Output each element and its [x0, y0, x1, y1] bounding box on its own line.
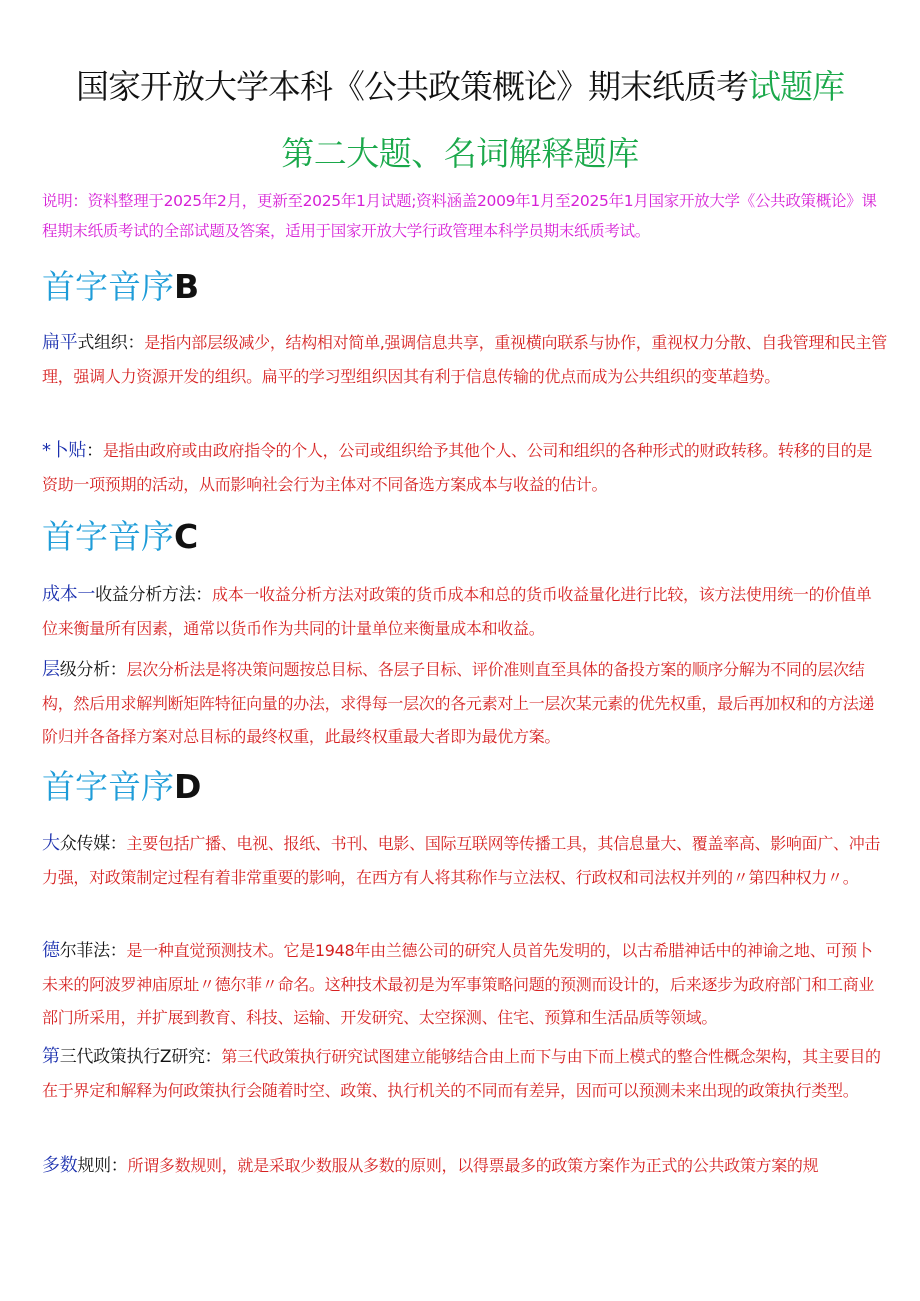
term-head: 第 — [42, 1046, 60, 1067]
term-entry — [42, 578, 887, 645]
section-letter: C — [174, 517, 199, 556]
term-definition: 第三代政策执行研究试图建立能够结合由上而下与由下而上模式的整合性概念架构，其主要目的在于界定和解释为何政策执行会随着时空、政策、执行机关的不同而有差异，因而可以预测未来出现的政策执行类型。 — [42, 1047, 881, 1100]
term-tail: 级分析： — [59, 660, 127, 680]
term-head: *卜贴 — [42, 440, 87, 461]
term-head: 成本一 — [42, 584, 96, 605]
title-main: 国家开放大学本科《公共政策概论》期末纸质考 — [76, 67, 748, 106]
section-label: 首字音序 — [42, 767, 174, 806]
term-head: 多数 — [42, 1155, 78, 1176]
section-heading-d — [42, 764, 201, 810]
term-head: 大 — [42, 833, 60, 854]
term-tail: 三代政策执行Z研究： — [59, 1047, 222, 1067]
term-entry — [42, 1040, 887, 1107]
term-entry — [42, 434, 887, 501]
term-definition: 是指由政府或由政府指令的个人，公司或组织给予其他个人、公司和组织的各种形式的财政转移。转移的目的是资助一项预期的活动，从而影响社会行为主体对不同备选方案成本与收益的估计。 — [42, 441, 873, 494]
term-tail: ： — [86, 441, 103, 461]
section-letter: B — [174, 267, 200, 306]
document-subtitle: 第二大题、名词解释题库 — [281, 134, 639, 173]
term-entry — [42, 827, 887, 894]
term-entry — [42, 326, 887, 393]
term-tail: 众传媒： — [59, 834, 127, 854]
term-definition: 是一种直觉预测技术。它是1948年由兰德公司的研究人员首先发明的，以古希腊神话中的神谕之地、可预卜未来的阿波罗神庙原址〃德尔菲〃命名。这种技术最初是为军事策略问题的预测而设计的，后来逐步为政府部门和工商业部门所采用，并扩展到教育、科技、运输、开发研究、太空探测、住宅、预算和生活品质等领域。 — [42, 941, 875, 1027]
term-entry — [42, 934, 887, 1034]
description-note: 说明：资料整理于2025年2月，更新至2025年1月试题;资料涵盖2009年1月至2025年1月国家开放大学《公共政策概论》课程期末纸质考试的全部试题及答案，适用于国家开放大学行政管理本科学员期末纸质考试。 — [42, 192, 877, 240]
section-label: 首字音序 — [42, 267, 174, 306]
term-definition: 所谓多数规则，就是采取少数服从多数的原则，以得票最多的政策方案作为正式的公共政策方案的规 — [127, 1156, 819, 1175]
term-tail: 规则： — [77, 1156, 128, 1176]
term-head: 层 — [42, 659, 60, 680]
term-definition: 主要包括广播、电视、报纸、书刊、电影、国际互联网等传播工具，其信息量大、覆盖率高、影响面广、冲击力强，对政策制定过程有着非常重要的影响，在西方有人将其称作与立法权、行政权和司法权并列的〃第四种权力〃。 — [42, 834, 881, 887]
title-highlight: 试题库 — [748, 67, 844, 106]
section-letter: D — [174, 767, 202, 806]
term-entry — [42, 1149, 887, 1183]
term-head: 扁平 — [42, 332, 78, 353]
term-head: 德 — [42, 940, 60, 961]
term-entry — [42, 653, 887, 753]
term-definition: 层次分析法是将决策问题按总目标、各层子目标、评价准则直至具体的备投方案的顺序分解为不同的层次结构，然后用求解判断矩阵特征向量的办法，求得每一层次的各元素对上一层次某元素的优先权重，最后再加权和的方法递阶归并各备择方案对总目标的最终权重，此最终权重最大者即为最优方案。 — [42, 660, 875, 746]
section-heading-c — [42, 514, 198, 560]
document-title — [0, 62, 920, 112]
section-heading-b — [42, 264, 199, 310]
term-definition: 成本一收益分析方法对政策的货币成本和总的货币收益量化进行比较，该方法使用统一的价值单位来衡量所有因素，通常以货币作为共同的计量单位来衡量成本和收益。 — [42, 585, 872, 638]
term-tail: 式组织： — [77, 333, 145, 353]
section-label: 首字音序 — [42, 517, 174, 556]
term-tail: 尔菲法： — [59, 941, 127, 961]
term-tail: 收益分析方法： — [95, 585, 213, 605]
term-definition: 是指内部层级减少，结构相对简单,强调信息共享，重视横向联系与协作，重视权力分散、自我管理和民主管理，强调人力资源开发的组织。扁平的学习型组织因其有利于信息传输的优点而成为公共组织的变革趋势。 — [42, 333, 887, 386]
